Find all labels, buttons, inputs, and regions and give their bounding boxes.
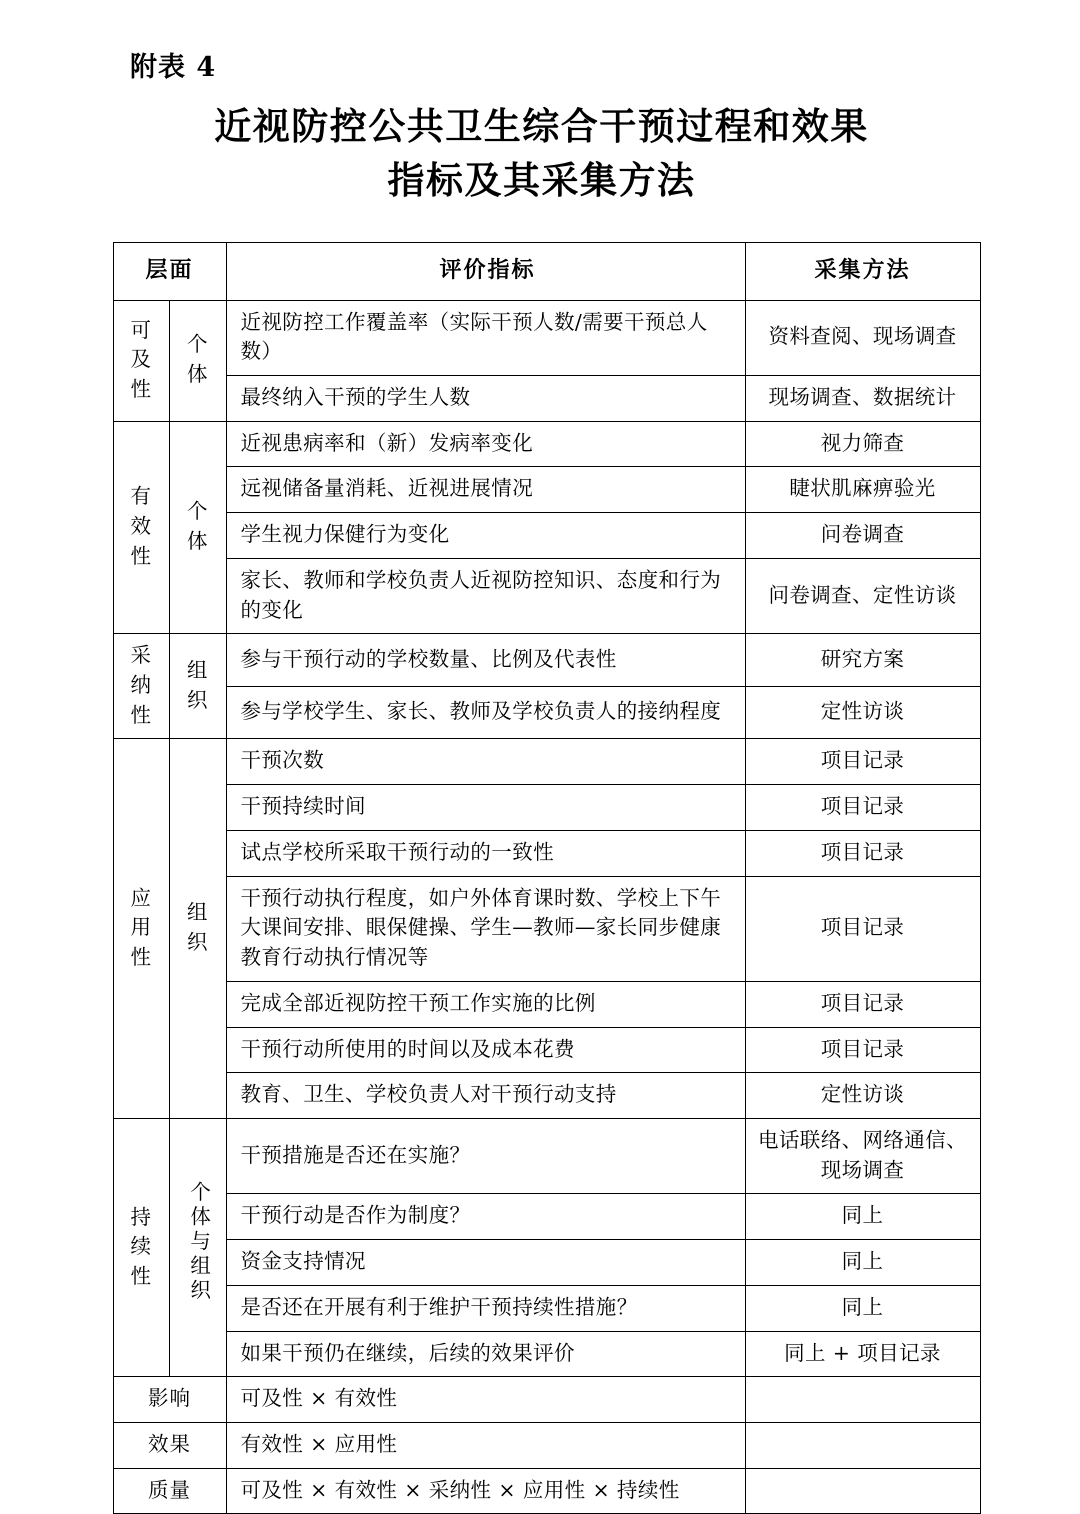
- table-row: [113, 686, 980, 739]
- cell-indicator: 干预措施是否还在实施？: [226, 1118, 745, 1193]
- cell-indicator: 干预行动所使用的时间以及成本花费: [226, 1027, 745, 1073]
- cell-indicator: 近视患病率和（新）发病率变化: [226, 421, 745, 467]
- cell-method: 同上 + 项目记录: [745, 1331, 980, 1377]
- cell-method: 现场调查、数据统计: [745, 376, 980, 422]
- cell-indicator: 学生视力保健行为变化: [226, 513, 745, 559]
- cell-level: 有效性: [113, 421, 170, 634]
- cell-indicator: 教育、卫生、学校负责人对干预行动支持: [226, 1073, 745, 1119]
- cell-method: [745, 1422, 980, 1468]
- table-row: [113, 558, 980, 633]
- table-header-row: [113, 242, 980, 300]
- cell-method: 项目记录: [745, 1027, 980, 1073]
- cell-indicator: 试点学校所采取干预行动的一致性: [226, 830, 745, 876]
- indicators-table: [113, 242, 981, 1514]
- cell-method: 电话联络、网络通信、现场调查: [745, 1118, 980, 1193]
- cell-method: 问卷调查、定性访谈: [745, 558, 980, 633]
- cell-method: 项目记录: [745, 981, 980, 1027]
- cell-indicator: 参与干预行动的学校数量、比例及代表性: [226, 634, 745, 687]
- cell-sub-text: 个体与组织: [186, 1181, 211, 1304]
- cell-level: 可及性: [113, 300, 170, 421]
- cell-indicator: 资金支持情况: [226, 1240, 745, 1286]
- table-row: [113, 1285, 980, 1331]
- cell-indicator: 近视防控工作覆盖率（实际干预人数/需要干预总人数）: [226, 300, 745, 375]
- cell-method: 项目记录: [745, 739, 980, 785]
- table-row: [113, 981, 980, 1027]
- cell-method: 睫状肌麻痹验光: [745, 467, 980, 513]
- table-head: [113, 242, 980, 300]
- cell-indicator: 干预持续时间: [226, 785, 745, 831]
- cell-indicator: 干预行动执行程度，如户外体育课时数、学校上下午大课间安排、眼保健操、学生—教师—家长同步健康教育行动执行情况等: [226, 876, 745, 981]
- cell-indicator: 有效性 × 应用性: [226, 1422, 745, 1468]
- cell-method: 定性访谈: [745, 1073, 980, 1119]
- attachment-label: 附表 4: [130, 52, 217, 83]
- cell-level: 效果: [113, 1422, 226, 1468]
- cell-indicator: 参与学校学生、家长、教师及学校负责人的接纳程度: [226, 686, 745, 739]
- cell-indicator: 是否还在开展有利于维护干预持续性措施？: [226, 1285, 745, 1331]
- cell-indicator: 干预行动是否作为制度？: [226, 1194, 745, 1240]
- cell-indicator: 最终纳入干预的学生人数: [226, 376, 745, 422]
- cell-indicator: 远视储备量消耗、近视进展情况: [226, 467, 745, 513]
- cell-method: 问卷调查: [745, 513, 980, 559]
- cell-indicator: 如果干预仍在继续，后续的效果评价: [226, 1331, 745, 1377]
- cell-level: 影响: [113, 1377, 226, 1423]
- cell-sub: 个体: [170, 421, 227, 634]
- column-header-indicator: 评价指标: [226, 242, 745, 300]
- table-row: [113, 421, 980, 467]
- cell-method: 同上: [745, 1194, 980, 1240]
- table-row: [113, 634, 980, 687]
- table-row: [113, 1194, 980, 1240]
- title-line-2: 指标及其采集方法: [387, 158, 696, 203]
- table-row: [113, 1073, 980, 1119]
- table-row: [113, 513, 980, 559]
- table-row: [113, 1468, 980, 1514]
- cell-sub: 组织: [170, 634, 227, 739]
- cell-method: 资料查阅、现场调查: [745, 300, 980, 375]
- table-row: [113, 830, 980, 876]
- title-line-1: 近视防控公共卫生综合干预过程和效果: [214, 104, 869, 149]
- table-row: [113, 1240, 980, 1286]
- table-row: [113, 300, 980, 375]
- cell-method: 研究方案: [745, 634, 980, 687]
- cell-method: 同上: [745, 1285, 980, 1331]
- cell-sub: 组织: [170, 739, 227, 1118]
- cell-level: 采纳性: [113, 634, 170, 739]
- cell-method: 项目记录: [745, 830, 980, 876]
- cell-sub: 个体: [170, 300, 227, 421]
- cell-sub: [170, 1118, 227, 1376]
- page-title: [108, 100, 985, 207]
- table-row: [113, 785, 980, 831]
- cell-method: 定性访谈: [745, 686, 980, 739]
- column-header-level: 层面: [113, 242, 226, 300]
- table-row: [113, 376, 980, 422]
- cell-level: 应用性: [113, 739, 170, 1118]
- table-row: [113, 739, 980, 785]
- cell-indicator: 完成全部近视防控干预工作实施的比例: [226, 981, 745, 1027]
- table-body: [113, 300, 980, 1514]
- table-row: [113, 1422, 980, 1468]
- cell-indicator: 可及性 × 有效性: [226, 1377, 745, 1423]
- cell-method: 项目记录: [745, 876, 980, 981]
- table-row: [113, 1331, 980, 1377]
- cell-level: 质量: [113, 1468, 226, 1514]
- cell-method: 视力筛查: [745, 421, 980, 467]
- cell-indicator: 可及性 × 有效性 × 采纳性 × 应用性 × 持续性: [226, 1468, 745, 1514]
- table-row: [113, 1377, 980, 1423]
- table-row: [113, 1027, 980, 1073]
- cell-method: [745, 1377, 980, 1423]
- cell-method: 项目记录: [745, 785, 980, 831]
- cell-indicator: 干预次数: [226, 739, 745, 785]
- table-row: [113, 1118, 980, 1193]
- cell-level: 持续性: [113, 1118, 170, 1376]
- column-header-method: 采集方法: [745, 242, 980, 300]
- cell-indicator: 家长、教师和学校负责人近视防控知识、态度和行为的变化: [226, 558, 745, 633]
- cell-method: [745, 1468, 980, 1514]
- table-row: [113, 467, 980, 513]
- cell-method: 同上: [745, 1240, 980, 1286]
- table-row: [113, 876, 980, 981]
